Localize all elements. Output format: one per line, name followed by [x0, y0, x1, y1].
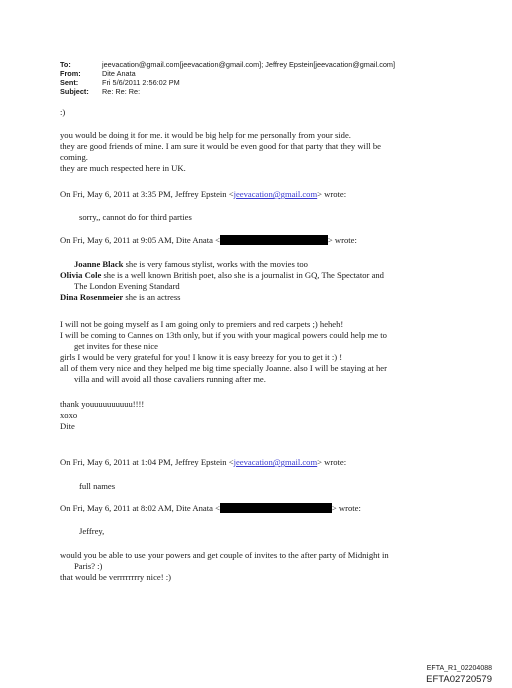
subject-value: Re: Re: Re: — [102, 87, 141, 96]
quote-suffix: > wrote: — [327, 235, 357, 245]
para1-line: you would be doing it for me. it would be big help for me personally from your side. — [60, 130, 351, 140]
para2-line: villa and will avoid all those cavaliers running after me. — [74, 374, 266, 384]
guest-desc: she is a well known British poet, also she is a journalist in GQ, The Spectator and — [101, 270, 384, 280]
smiley-line: :) — [60, 107, 66, 117]
para1-line: coming. — [60, 152, 88, 162]
quote-suffix: > wrote: — [317, 189, 347, 199]
quote-text-3: full names — [79, 481, 116, 491]
guest-line — [74, 259, 308, 270]
quote-header-2 — [60, 235, 357, 246]
guest-desc: she is very famous stylist, works with the movies too — [123, 259, 308, 269]
to-value: jeevacation@gmail.com[jeevacation@gmail.com]; Jeffrey Epstein[jeevacation@gmail.com] — [102, 60, 396, 69]
quote-prefix: On Fri, May 6, 2011 at 3:35 PM, Jeffrey Epstein < — [60, 189, 234, 199]
redaction-block — [220, 235, 328, 245]
quote-suffix: > wrote: — [317, 457, 347, 467]
signoff-line: xoxo — [60, 410, 78, 420]
subject-label: Subject: — [60, 87, 89, 96]
salutation: Jeffrey, — [79, 526, 105, 536]
para1-line: they are much respected here in UK. — [60, 163, 186, 173]
bates-id-small: EFTA_R1_02204088 — [426, 665, 492, 672]
guest-line — [60, 292, 181, 303]
email-link[interactable]: jeevacation@gmail.com — [233, 189, 318, 199]
guest-name: Joanne Black — [74, 259, 124, 269]
sent-label: Sent: — [60, 78, 79, 87]
guest-name: Olivia Cole — [60, 270, 102, 280]
signoff-line: Dite — [60, 421, 75, 431]
para2-line: I will be coming to Cannes on 13th only, but if you with your magical powers could help me to — [60, 330, 387, 340]
guest-desc: she is an actress — [123, 292, 181, 302]
sent-value: Fri 5/6/2011 2:56:02 PM — [102, 78, 180, 87]
para1-line: they are good friends of mine. I am sure it would be even good for that party that they will be — [60, 141, 381, 151]
from-label: From: — [60, 69, 81, 78]
para3-line: that would be verrrrrrrry nice! :) — [60, 572, 171, 582]
quote-text-1: sorry,, cannot do for third parties — [79, 212, 192, 222]
guest-name: Dina Rosenmeier — [60, 292, 124, 302]
signoff-line: thank youuuuuuuuuu!!!! — [60, 399, 145, 409]
para2-line: all of them very nice and they helped me big time specially Joanne. also I will be staying at her — [60, 363, 387, 373]
quote-prefix: On Fri, May 6, 2011 at 1:04 PM, Jeffrey Epstein < — [60, 457, 234, 467]
quote-header-1 — [60, 189, 346, 200]
para2-line: I will not be going myself as I am going only to premiers and red carpets ;) heheh! — [60, 319, 344, 329]
redaction-block — [220, 503, 332, 513]
quote-header-4 — [60, 503, 361, 514]
guest-line — [60, 270, 384, 281]
quote-suffix: > wrote: — [331, 503, 361, 513]
email-link[interactable]: jeevacation@gmail.com — [233, 457, 318, 467]
guest-desc: The London Evening Standard — [74, 281, 180, 291]
guest-line — [74, 281, 180, 292]
to-label: To: — [60, 60, 71, 69]
para2-line: get invites for these nice — [74, 341, 158, 351]
para3-line: Paris? :) — [74, 561, 103, 571]
from-value: Dite Anata — [102, 69, 136, 78]
quote-prefix: On Fri, May 6, 2011 at 9:05 AM, Dite Anata < — [60, 235, 220, 245]
quote-prefix: On Fri, May 6, 2011 at 8:02 AM, Dite Anata < — [60, 503, 220, 513]
bates-id-large: EFTA02720579 — [426, 674, 492, 685]
para2-line: girls I would be very grateful for you! I know it is easy breezy for you to get it :) ! — [60, 352, 343, 362]
quote-header-3 — [60, 457, 346, 468]
para3-line: would you be able to use your powers and get couple of invites to the after party of Midnight in — [60, 550, 389, 560]
